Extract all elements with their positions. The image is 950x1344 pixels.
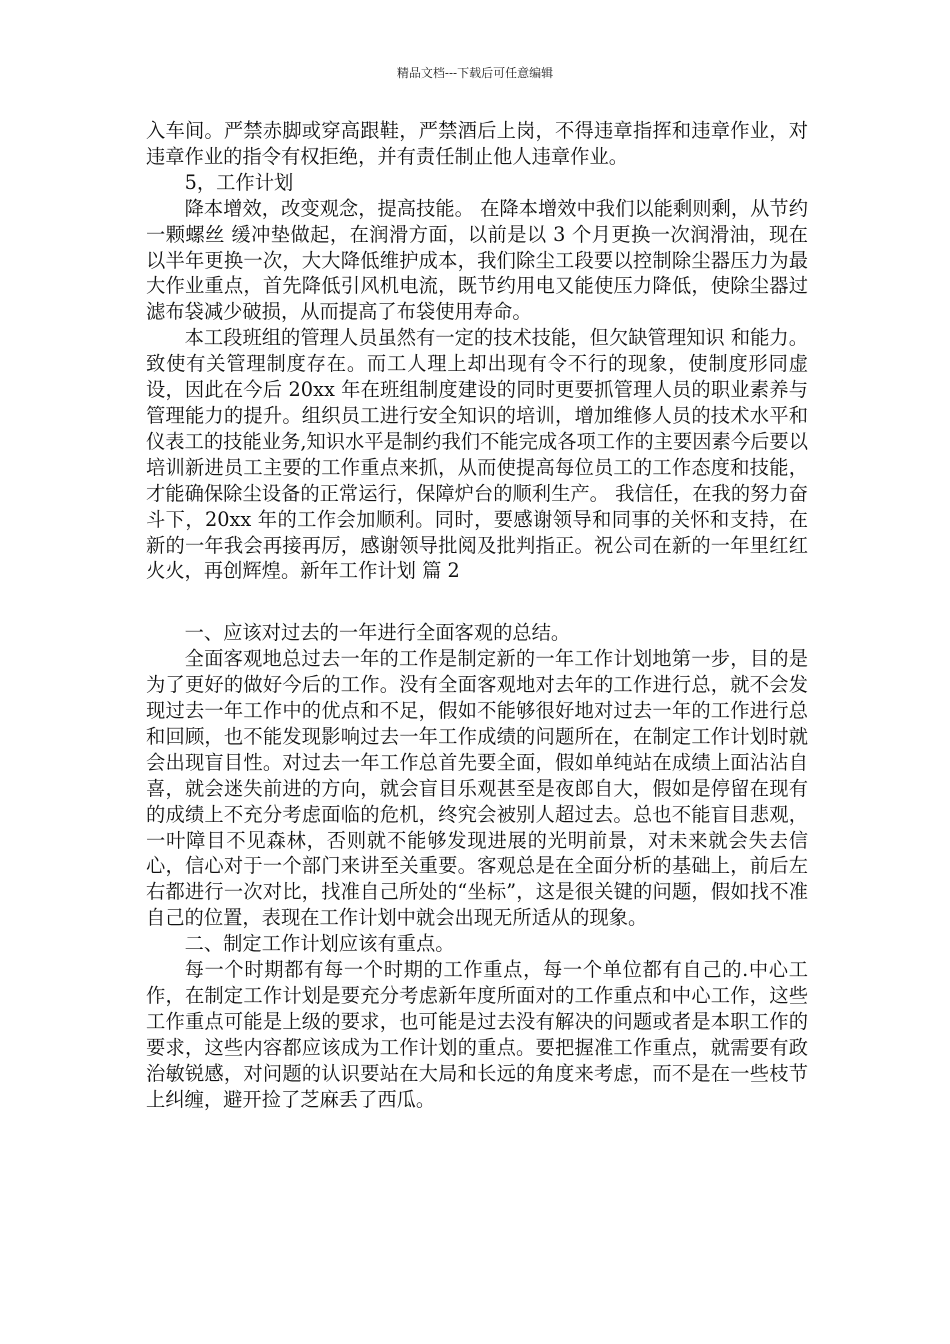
paragraph-safety-rules: 入车间。严禁赤脚或穿高跟鞋，严禁酒后上岗，不得违章指挥和违章作业，对违章作业的指令有权拒绝，并有责任制止他人违章作业。: [146, 119, 808, 168]
paragraph-cost-reduction: 降本增效，改变观念，提高技能。 在降本增效中我们以能剩则剩，从节约一颗螺丝 缓冲垫做起，在润滑方面，以前是以 3 个月更换一次润滑油，现在以半年更换一次，大大降低维护成本，我们除尘工段要以控制除尘器压力为最大作业重点，首先降低引风机电流，既节约用电又能使压力降低，使除尘器过滤布袋减少破损，从而提高了布袋使用寿命。: [146, 196, 808, 324]
section-gap: [146, 584, 808, 620]
paragraph-focus: 每一个时期都有每一个时期的工作重点，每一个单位都有自己的.中心工作，在制定工作计划是要充分考虑新年度所面对的工作重点和中心工作，这些工作重点可能是上级的要求，也可能是过去没有解决的问题或者是本职工作的要求，这些内容都应该成为工作计划的重点。要把握准工作重点，就需要有政治敏锐感，对问题的认识要站在大局和长远的角度来考虑，而不是在一些枝节上纠缠，避开捡了芝麻丢了西瓜。: [146, 958, 808, 1111]
page-header: 精品文档---下载后可任意编辑: [396, 66, 554, 80]
document-body: [146, 118, 808, 1113]
section-heading-summary: 一、应该对过去的一年进行全面客观的总结。: [184, 621, 571, 645]
section-heading-work-plan: 5，工作计划: [184, 170, 294, 194]
paragraph-management: 本工段班组的管理人员虽然有一定的技术技能，但欠缺管理知识 和能力。致使有关管理制度存在。而工人理上却出现有令不行的现象，使制度形同虚设，因此在今后 20xx 年在班组制度建设的同时更要抓管理人员的职业素养与管理能力的提升。组织员工进行安全知识的培训，增加维修人员的技术水平和仪表工的技能业务,知识水平是制约我们不能完成各项工作的主要因素今后要以培训新进员工主要的工作重点来抓，从而使提高每位员工的工作态度和技能，才能确保除尘设备的正常运行，保障炉台的顺利生产。 我信任，在我的努力奋斗下，20xx 年的工作会加顺利。同时，要感谢领导和同事的关怀和支持，在新的一年我会再接再厉，感谢领导批阅及批判指正。祝公司在新的一年里红红火火，再创辉煌。新年工作计划 篇 2: [146, 326, 808, 583]
paragraph-summary: 全面客观地总过去一年的工作是制定新的一年工作计划地第一步，目的是为了更好的做好今后的工作。没有全面客观地对去年的工作进行总，就不会发现过去一年工作中的优点和不足，假如不能够很好地对过去一年的工作进行总和回顾，也不能发现影响过去一年工作成绩的问题所在，在制定工作计划时就会出现盲目性。对过去一年工作总首先要全面，假如单纯站在成绩上面沾沾自喜，就会迷失前进的方向，就会盲目乐观甚至是夜郎自大，假如是停留在现有的成绩上不充分考虑面临的危机，终究会被别人超过去。总也不能盲目悲观，一叶障目不见森林，否则就不能够发现进展的光明前景，对未来就会失去信心，信心对于一个部门来讲至关重要。客观总是在全面分析的基础上，前后左右都进行一次对比，找准自己所处的“坐标”，这是很关键的问题，假如找不准自己的位置，表现在工作计划中就会出现无所适从的现象。: [146, 647, 808, 930]
section-heading-focus: 二、制定工作计划应该有重点。: [184, 932, 455, 956]
